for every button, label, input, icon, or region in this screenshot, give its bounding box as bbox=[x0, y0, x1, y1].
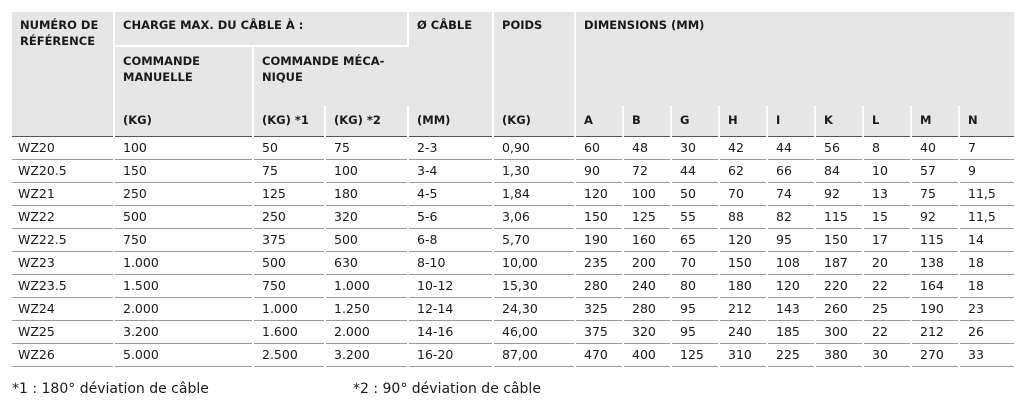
table-cell: 56 bbox=[815, 136, 863, 159]
table-cell: 1,84 bbox=[493, 182, 575, 205]
table-cell: 260 bbox=[815, 297, 863, 320]
table-cell: 95 bbox=[671, 297, 719, 320]
table-cell: 9 bbox=[959, 159, 1014, 182]
table-cell: 320 bbox=[623, 320, 671, 343]
table-cell: 120 bbox=[719, 228, 767, 251]
table-cell: 20 bbox=[863, 251, 911, 274]
ref-cell: WZ26 bbox=[12, 343, 114, 366]
table-cell: 108 bbox=[767, 251, 815, 274]
header-cable: Ø CÂBLE bbox=[408, 12, 493, 106]
table-cell: 115 bbox=[815, 205, 863, 228]
table-cell: 375 bbox=[575, 320, 623, 343]
table-cell: 185 bbox=[767, 320, 815, 343]
table-cell: 470 bbox=[575, 343, 623, 366]
table-cell: 375 bbox=[253, 228, 325, 251]
table-cell: 16-20 bbox=[408, 343, 493, 366]
table-cell: 240 bbox=[719, 320, 767, 343]
ref-cell: WZ25 bbox=[12, 320, 114, 343]
table-cell: 55 bbox=[671, 205, 719, 228]
table-cell: 125 bbox=[671, 343, 719, 366]
table-cell: 3,06 bbox=[493, 205, 575, 228]
table-cell: 48 bbox=[623, 136, 671, 159]
header-dim-a: A bbox=[575, 106, 623, 136]
header-unit: (KG) bbox=[493, 106, 575, 136]
table-cell: 40 bbox=[911, 136, 959, 159]
table-cell: 150 bbox=[815, 228, 863, 251]
table-cell: 44 bbox=[671, 159, 719, 182]
header-dim-m: M bbox=[911, 106, 959, 136]
table-cell: 24,30 bbox=[493, 297, 575, 320]
table-cell: 95 bbox=[671, 320, 719, 343]
table-cell: 220 bbox=[815, 274, 863, 297]
table-cell: 150 bbox=[719, 251, 767, 274]
table-cell: 13 bbox=[863, 182, 911, 205]
table-row bbox=[12, 320, 1014, 343]
table-cell: 750 bbox=[253, 274, 325, 297]
table-cell: 4-5 bbox=[408, 182, 493, 205]
ref-cell: WZ20.5 bbox=[12, 159, 114, 182]
table-row bbox=[12, 343, 1014, 366]
table-row bbox=[12, 251, 1014, 274]
table-cell: 115 bbox=[911, 228, 959, 251]
table-cell: 8 bbox=[863, 136, 911, 159]
header-unit: (KG) bbox=[114, 106, 253, 136]
ref-cell: WZ23.5 bbox=[12, 274, 114, 297]
table-cell: 6-8 bbox=[408, 228, 493, 251]
table-cell: 325 bbox=[575, 297, 623, 320]
table-cell: 84 bbox=[815, 159, 863, 182]
table-cell: 200 bbox=[623, 251, 671, 274]
ref-cell: WZ22.5 bbox=[12, 228, 114, 251]
table-cell: 7 bbox=[959, 136, 1014, 159]
table-cell: 3-4 bbox=[408, 159, 493, 182]
table-cell: 33 bbox=[959, 343, 1014, 366]
table-cell: 82 bbox=[767, 205, 815, 228]
table-cell: 62 bbox=[719, 159, 767, 182]
table-cell: 10 bbox=[863, 159, 911, 182]
header-dim-l: L bbox=[863, 106, 911, 136]
table-cell: 2-3 bbox=[408, 136, 493, 159]
header-poids: POIDS bbox=[493, 12, 575, 106]
table-cell: 300 bbox=[815, 320, 863, 343]
table-cell: 2.000 bbox=[114, 297, 253, 320]
table-row bbox=[12, 297, 1014, 320]
header-mecanique: COMMANDE MÉCA- NIQUE bbox=[253, 46, 408, 106]
header-ref-blank bbox=[12, 106, 114, 136]
table-cell: 280 bbox=[623, 297, 671, 320]
table-cell: 14 bbox=[959, 228, 1014, 251]
header-unit: (MM) bbox=[408, 106, 493, 136]
table-cell: 500 bbox=[325, 228, 408, 251]
table-cell: 70 bbox=[671, 251, 719, 274]
table-cell: 187 bbox=[815, 251, 863, 274]
table-cell: 270 bbox=[911, 343, 959, 366]
table-cell: 125 bbox=[623, 205, 671, 228]
table-cell: 15 bbox=[863, 205, 911, 228]
footnotes bbox=[12, 381, 1012, 403]
table-cell: 1.500 bbox=[114, 274, 253, 297]
table-cell: 212 bbox=[719, 297, 767, 320]
header-dim-k: K bbox=[815, 106, 863, 136]
table-cell: 150 bbox=[575, 205, 623, 228]
table-cell: 88 bbox=[719, 205, 767, 228]
ref-cell: WZ22 bbox=[12, 205, 114, 228]
table-cell: 500 bbox=[114, 205, 253, 228]
table-cell: 30 bbox=[863, 343, 911, 366]
table-row bbox=[12, 228, 1014, 251]
table-cell: 160 bbox=[623, 228, 671, 251]
table-cell: 100 bbox=[325, 159, 408, 182]
table-cell: 380 bbox=[815, 343, 863, 366]
header-dim-g: G bbox=[671, 106, 719, 136]
ref-cell: WZ24 bbox=[12, 297, 114, 320]
table-cell: 12-14 bbox=[408, 297, 493, 320]
table-cell: 150 bbox=[114, 159, 253, 182]
table-cell: 30 bbox=[671, 136, 719, 159]
table-cell: 10-12 bbox=[408, 274, 493, 297]
table-cell: 65 bbox=[671, 228, 719, 251]
table-cell: 750 bbox=[114, 228, 253, 251]
table-cell: 87,00 bbox=[493, 343, 575, 366]
table-cell: 46,00 bbox=[493, 320, 575, 343]
ref-cell: WZ20 bbox=[12, 136, 114, 159]
table-cell: 1.600 bbox=[253, 320, 325, 343]
table-cell: 120 bbox=[767, 274, 815, 297]
table-cell: 100 bbox=[623, 182, 671, 205]
table-cell: 3.200 bbox=[325, 343, 408, 366]
ref-cell: WZ23 bbox=[12, 251, 114, 274]
table-cell: 3.200 bbox=[114, 320, 253, 343]
table-row bbox=[12, 159, 1014, 182]
table-cell: 72 bbox=[623, 159, 671, 182]
header-unit: (KG) *1 bbox=[253, 106, 325, 136]
table-cell: 5.000 bbox=[114, 343, 253, 366]
table-row bbox=[12, 182, 1014, 205]
header-dimensions: DIMENSIONS (MM) bbox=[575, 12, 1014, 106]
header-manuelle: COMMANDE MANUELLE bbox=[114, 46, 253, 106]
table-cell: 92 bbox=[815, 182, 863, 205]
table-cell: 235 bbox=[575, 251, 623, 274]
table-cell: 26 bbox=[959, 320, 1014, 343]
table-cell: 250 bbox=[253, 205, 325, 228]
table-cell: 74 bbox=[767, 182, 815, 205]
spec-table bbox=[12, 12, 1014, 367]
header-ref: NUMÉRO DE RÉFÉRENCE bbox=[12, 12, 114, 106]
table-cell: 23 bbox=[959, 297, 1014, 320]
table-cell: 15,30 bbox=[493, 274, 575, 297]
table-cell: 190 bbox=[911, 297, 959, 320]
table-row bbox=[12, 205, 1014, 228]
table-cell: 90 bbox=[575, 159, 623, 182]
table-cell: 190 bbox=[575, 228, 623, 251]
table-cell: 25 bbox=[863, 297, 911, 320]
table-cell: 11,5 bbox=[959, 182, 1014, 205]
table-cell: 125 bbox=[253, 182, 325, 205]
table-cell: 22 bbox=[863, 274, 911, 297]
table-cell: 50 bbox=[671, 182, 719, 205]
footnote-2: *2 : 90° déviation de câble bbox=[353, 381, 541, 397]
table-cell: 2.000 bbox=[325, 320, 408, 343]
table-cell: 95 bbox=[767, 228, 815, 251]
table-cell: 18 bbox=[959, 274, 1014, 297]
table-cell: 180 bbox=[325, 182, 408, 205]
table-cell: 0,90 bbox=[493, 136, 575, 159]
table-cell: 500 bbox=[253, 251, 325, 274]
table-cell: 212 bbox=[911, 320, 959, 343]
table-cell: 143 bbox=[767, 297, 815, 320]
table-cell: 11,5 bbox=[959, 205, 1014, 228]
table-cell: 120 bbox=[575, 182, 623, 205]
table-cell: 75 bbox=[253, 159, 325, 182]
table-cell: 1.250 bbox=[325, 297, 408, 320]
table-cell: 18 bbox=[959, 251, 1014, 274]
table-cell: 320 bbox=[325, 205, 408, 228]
table-cell: 22 bbox=[863, 320, 911, 343]
table-cell: 1.000 bbox=[114, 251, 253, 274]
table-row bbox=[12, 274, 1014, 297]
table-cell: 1,30 bbox=[493, 159, 575, 182]
table-cell: 225 bbox=[767, 343, 815, 366]
table-cell: 1.000 bbox=[253, 297, 325, 320]
table-cell: 164 bbox=[911, 274, 959, 297]
table-cell: 75 bbox=[911, 182, 959, 205]
header-dim-i: I bbox=[767, 106, 815, 136]
table-cell: 400 bbox=[623, 343, 671, 366]
table-cell: 5-6 bbox=[408, 205, 493, 228]
table-cell: 5,70 bbox=[493, 228, 575, 251]
header-dim-b: B bbox=[623, 106, 671, 136]
table-cell: 17 bbox=[863, 228, 911, 251]
table-cell: 50 bbox=[253, 136, 325, 159]
table-cell: 8-10 bbox=[408, 251, 493, 274]
table-cell: 66 bbox=[767, 159, 815, 182]
table-cell: 42 bbox=[719, 136, 767, 159]
table-cell: 100 bbox=[114, 136, 253, 159]
footnote-1: *1 : 180° déviation de câble bbox=[12, 381, 209, 397]
header-unit: (KG) *2 bbox=[325, 106, 408, 136]
table-cell: 310 bbox=[719, 343, 767, 366]
table-cell: 57 bbox=[911, 159, 959, 182]
table-cell: 44 bbox=[767, 136, 815, 159]
table-cell: 60 bbox=[575, 136, 623, 159]
table-cell: 92 bbox=[911, 205, 959, 228]
header-dim-n: N bbox=[959, 106, 1014, 136]
table-cell: 10,00 bbox=[493, 251, 575, 274]
table-cell: 280 bbox=[575, 274, 623, 297]
header-charge: CHARGE MAX. DU CÂBLE À : bbox=[114, 12, 408, 46]
table-cell: 70 bbox=[719, 182, 767, 205]
table-cell: 2.500 bbox=[253, 343, 325, 366]
table-cell: 1.000 bbox=[325, 274, 408, 297]
table-cell: 75 bbox=[325, 136, 408, 159]
table-cell: 180 bbox=[719, 274, 767, 297]
header-dim-h: H bbox=[719, 106, 767, 136]
table-cell: 14-16 bbox=[408, 320, 493, 343]
table-cell: 630 bbox=[325, 251, 408, 274]
table-row bbox=[12, 136, 1014, 159]
table-cell: 80 bbox=[671, 274, 719, 297]
table-cell: 138 bbox=[911, 251, 959, 274]
table-cell: 240 bbox=[623, 274, 671, 297]
table-cell: 250 bbox=[114, 182, 253, 205]
ref-cell: WZ21 bbox=[12, 182, 114, 205]
